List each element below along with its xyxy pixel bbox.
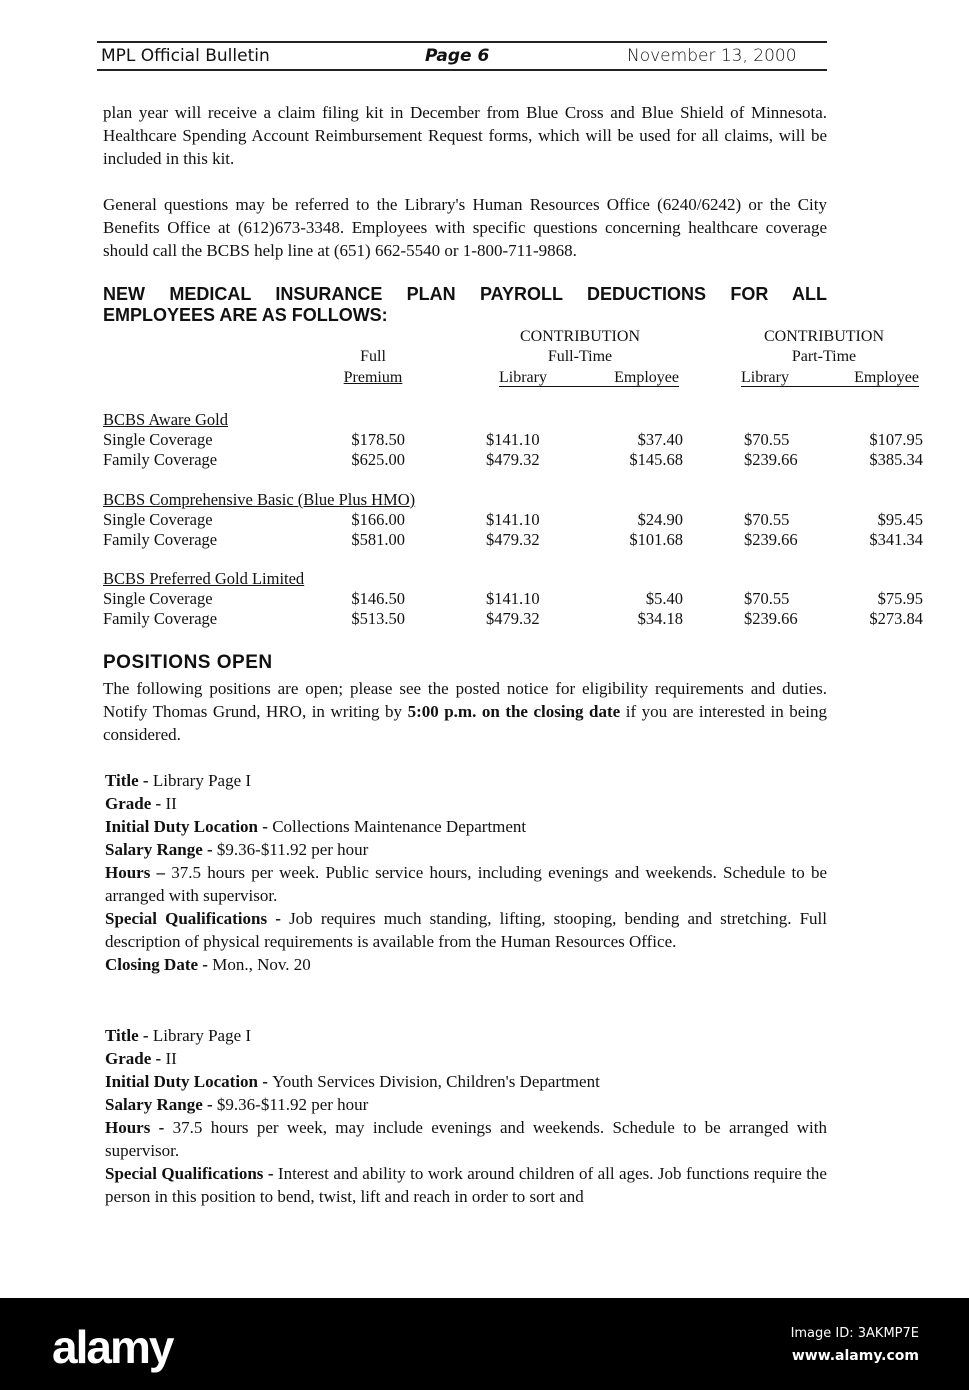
table-cell: $385.34 <box>869 450 923 469</box>
table-cell: $75.95 <box>877 589 923 608</box>
col-library-pt: Library <box>741 369 789 386</box>
job-field-value: Mon., Nov. 20 <box>212 955 311 974</box>
col-premium: Premium <box>343 369 403 386</box>
table-cell: $141.10 <box>486 510 540 529</box>
col-full: Full <box>360 348 386 365</box>
job-field-label: Grade - <box>105 794 166 813</box>
positions-heading: POSITIONS OPEN <box>103 652 273 673</box>
positions-intro <box>103 677 827 746</box>
table-cell: $513.50 <box>351 609 405 628</box>
deductions-heading-line2: EMPLOYEES ARE AS FOLLOWS: <box>103 305 388 325</box>
job-posting-2 <box>105 1024 827 1208</box>
table-cell: $273.84 <box>869 609 923 628</box>
job-field-label: Title - <box>105 1026 153 1045</box>
table-cell: $239.66 <box>744 530 798 549</box>
alamy-logo: alamy <box>52 1321 173 1373</box>
job-field-value: Library Page I <box>152 771 252 790</box>
job-field-label: Hours – <box>105 863 172 882</box>
table-cell: $141.10 <box>486 589 540 608</box>
table-cell: $625.00 <box>351 450 405 469</box>
table-cell: $239.66 <box>744 450 798 469</box>
job-posting-1 <box>105 769 827 976</box>
table-cell: $5.40 <box>645 589 683 608</box>
table-cell: $37.40 <box>637 430 683 449</box>
job-field <box>105 1024 827 1047</box>
job-field-value: II <box>165 1049 177 1068</box>
coverage-label: Single Coverage <box>103 430 213 449</box>
table-cell: $479.32 <box>486 530 540 549</box>
table-cell: $34.18 <box>637 609 683 628</box>
table-cell: $239.66 <box>744 609 798 628</box>
intro-deadline: 5:00 p.m. on the closing date <box>407 702 621 721</box>
job-field-label: Title - <box>105 771 153 790</box>
table-cell: $70.55 <box>744 589 790 608</box>
watermark-url: www.alamy.com <box>791 1348 919 1364</box>
job-field-label: Salary Range - <box>105 1095 217 1114</box>
job-field <box>105 792 827 815</box>
plan-name: BCBS Preferred Gold Limited <box>103 569 305 588</box>
job-field-value: II <box>165 794 177 813</box>
table-cell: $107.95 <box>869 430 923 449</box>
job-field-label: Hours - <box>105 1118 173 1137</box>
header-rule-bottom <box>97 69 827 71</box>
col-employee-ft: Employee <box>614 369 679 386</box>
plan-name: BCBS Aware Gold <box>103 410 228 429</box>
table-cell: $479.32 <box>486 609 540 628</box>
job-field <box>105 1093 827 1116</box>
job-field-value: Youth Services Division, Children's Department <box>272 1072 600 1091</box>
table-cell: $24.90 <box>637 510 683 529</box>
job-field <box>105 953 827 976</box>
job-field <box>105 1047 827 1070</box>
paragraph-claim-kit: plan year will receive a claim filing kit in December from Blue Cross and Blue Shield of Minnesota. Healthcare Spending Account Reimbursement Request forms, which will be used for all claims, will be included in this kit. <box>103 103 827 168</box>
job-field-label: Grade - <box>105 1049 166 1068</box>
coverage-label: Single Coverage <box>103 589 213 608</box>
coverage-label: Family Coverage <box>103 609 218 628</box>
intro-text-end: if you are interested in being considered. <box>103 702 827 744</box>
job-field-value: Job requires much standing, lifting, stooping, bending and stretching. Full description of physical requirements is available from the Human Resources Office. <box>105 909 827 951</box>
table-cell: $166.00 <box>351 510 405 529</box>
job-field <box>105 1070 827 1093</box>
col-part-time: Part-Time <box>791 348 857 365</box>
job-field-value: 37.5 hours per week. Public service hours, including evenings and weekends. Schedule to be arranged with supervisor. <box>105 863 827 905</box>
table-cell: $95.45 <box>877 510 923 529</box>
table-cell: $141.10 <box>486 430 540 449</box>
job-field-label: Initial Duty Location - <box>105 817 273 836</box>
bulletin-date: November 13, 2000 <box>627 46 797 66</box>
job-field <box>105 1116 827 1162</box>
table-cell: $70.55 <box>744 510 790 529</box>
deductions-heading: NEW MEDICAL INSURANCE PLAN PAYROLL DEDUCTIONS FOR ALL <box>103 284 827 304</box>
job-field-label: Salary Range - <box>105 840 217 859</box>
job-field-value: Collections Maintenance Department <box>272 817 527 836</box>
job-field <box>105 769 827 792</box>
table-cell: $178.50 <box>351 430 405 449</box>
col-contribution-pt: CONTRIBUTION <box>764 328 884 345</box>
coverage-label: Family Coverage <box>103 450 218 469</box>
job-field <box>105 1162 827 1208</box>
image-id: Image ID: 3AKMP7E <box>790 1326 919 1341</box>
intro-text: The following positions are open; please see the posted notice for eligibility requirements and duties. Notify Thomas Grund, HRO, in writing by <box>103 679 827 721</box>
job-field <box>105 838 827 861</box>
table-cell: $145.68 <box>629 450 683 469</box>
table-cell: $146.50 <box>351 589 405 608</box>
job-field <box>105 907 827 953</box>
coverage-label: Family Coverage <box>103 530 218 549</box>
job-field-label: Closing Date - <box>105 955 213 974</box>
job-field-label: Special Qualifications - <box>105 1164 278 1183</box>
job-field-label: Special Qualifications - <box>105 909 290 928</box>
job-field-value: $9.36-$11.92 per hour <box>216 1095 369 1114</box>
table-cell: $70.55 <box>744 430 790 449</box>
col-employee-pt: Employee <box>854 369 919 386</box>
table-cell: $479.32 <box>486 450 540 469</box>
job-field-label: Initial Duty Location - <box>105 1072 273 1091</box>
col-library-ft: Library <box>499 369 547 386</box>
header-rule-top <box>97 41 827 43</box>
job-field <box>105 861 827 907</box>
col-group-pt <box>741 369 919 387</box>
job-field-value: 37.5 hours per week, may include evenings and weekends. Schedule to be arranged with supervisor. <box>105 1118 828 1160</box>
col-group-ft <box>499 369 679 387</box>
col-full-time: Full-Time <box>547 348 613 365</box>
job-field-value: Interest and ability to work around children of all ages. Job functions require the person in this position to bend, twist, lift and reach in order to sort and <box>105 1164 827 1206</box>
table-cell: $101.68 <box>629 530 683 549</box>
table-cell: $581.00 <box>351 530 405 549</box>
table-cell: $341.34 <box>869 530 923 549</box>
col-contribution-ft: CONTRIBUTION <box>520 328 640 345</box>
coverage-label: Single Coverage <box>103 510 213 529</box>
job-field <box>105 815 827 838</box>
plan-name: BCBS Comprehensive Basic (Blue Plus HMO) <box>103 490 416 509</box>
page-number: Page 6 <box>425 46 490 66</box>
paragraph-questions: General questions may be referred to the Library's Human Resources Office (6240/6242) or the City Benefits Office at (612)673-3348. Employees with specific questions concerning healthcare coverage should call the BCBS help line at (651) 662-5540 or 1-800-711-9868. <box>103 195 827 260</box>
bulletin-title: MPL Official Bulletin <box>101 46 270 66</box>
job-field-value: Library Page I <box>152 1026 252 1045</box>
job-field-value: $9.36-$11.92 per hour <box>216 840 369 859</box>
